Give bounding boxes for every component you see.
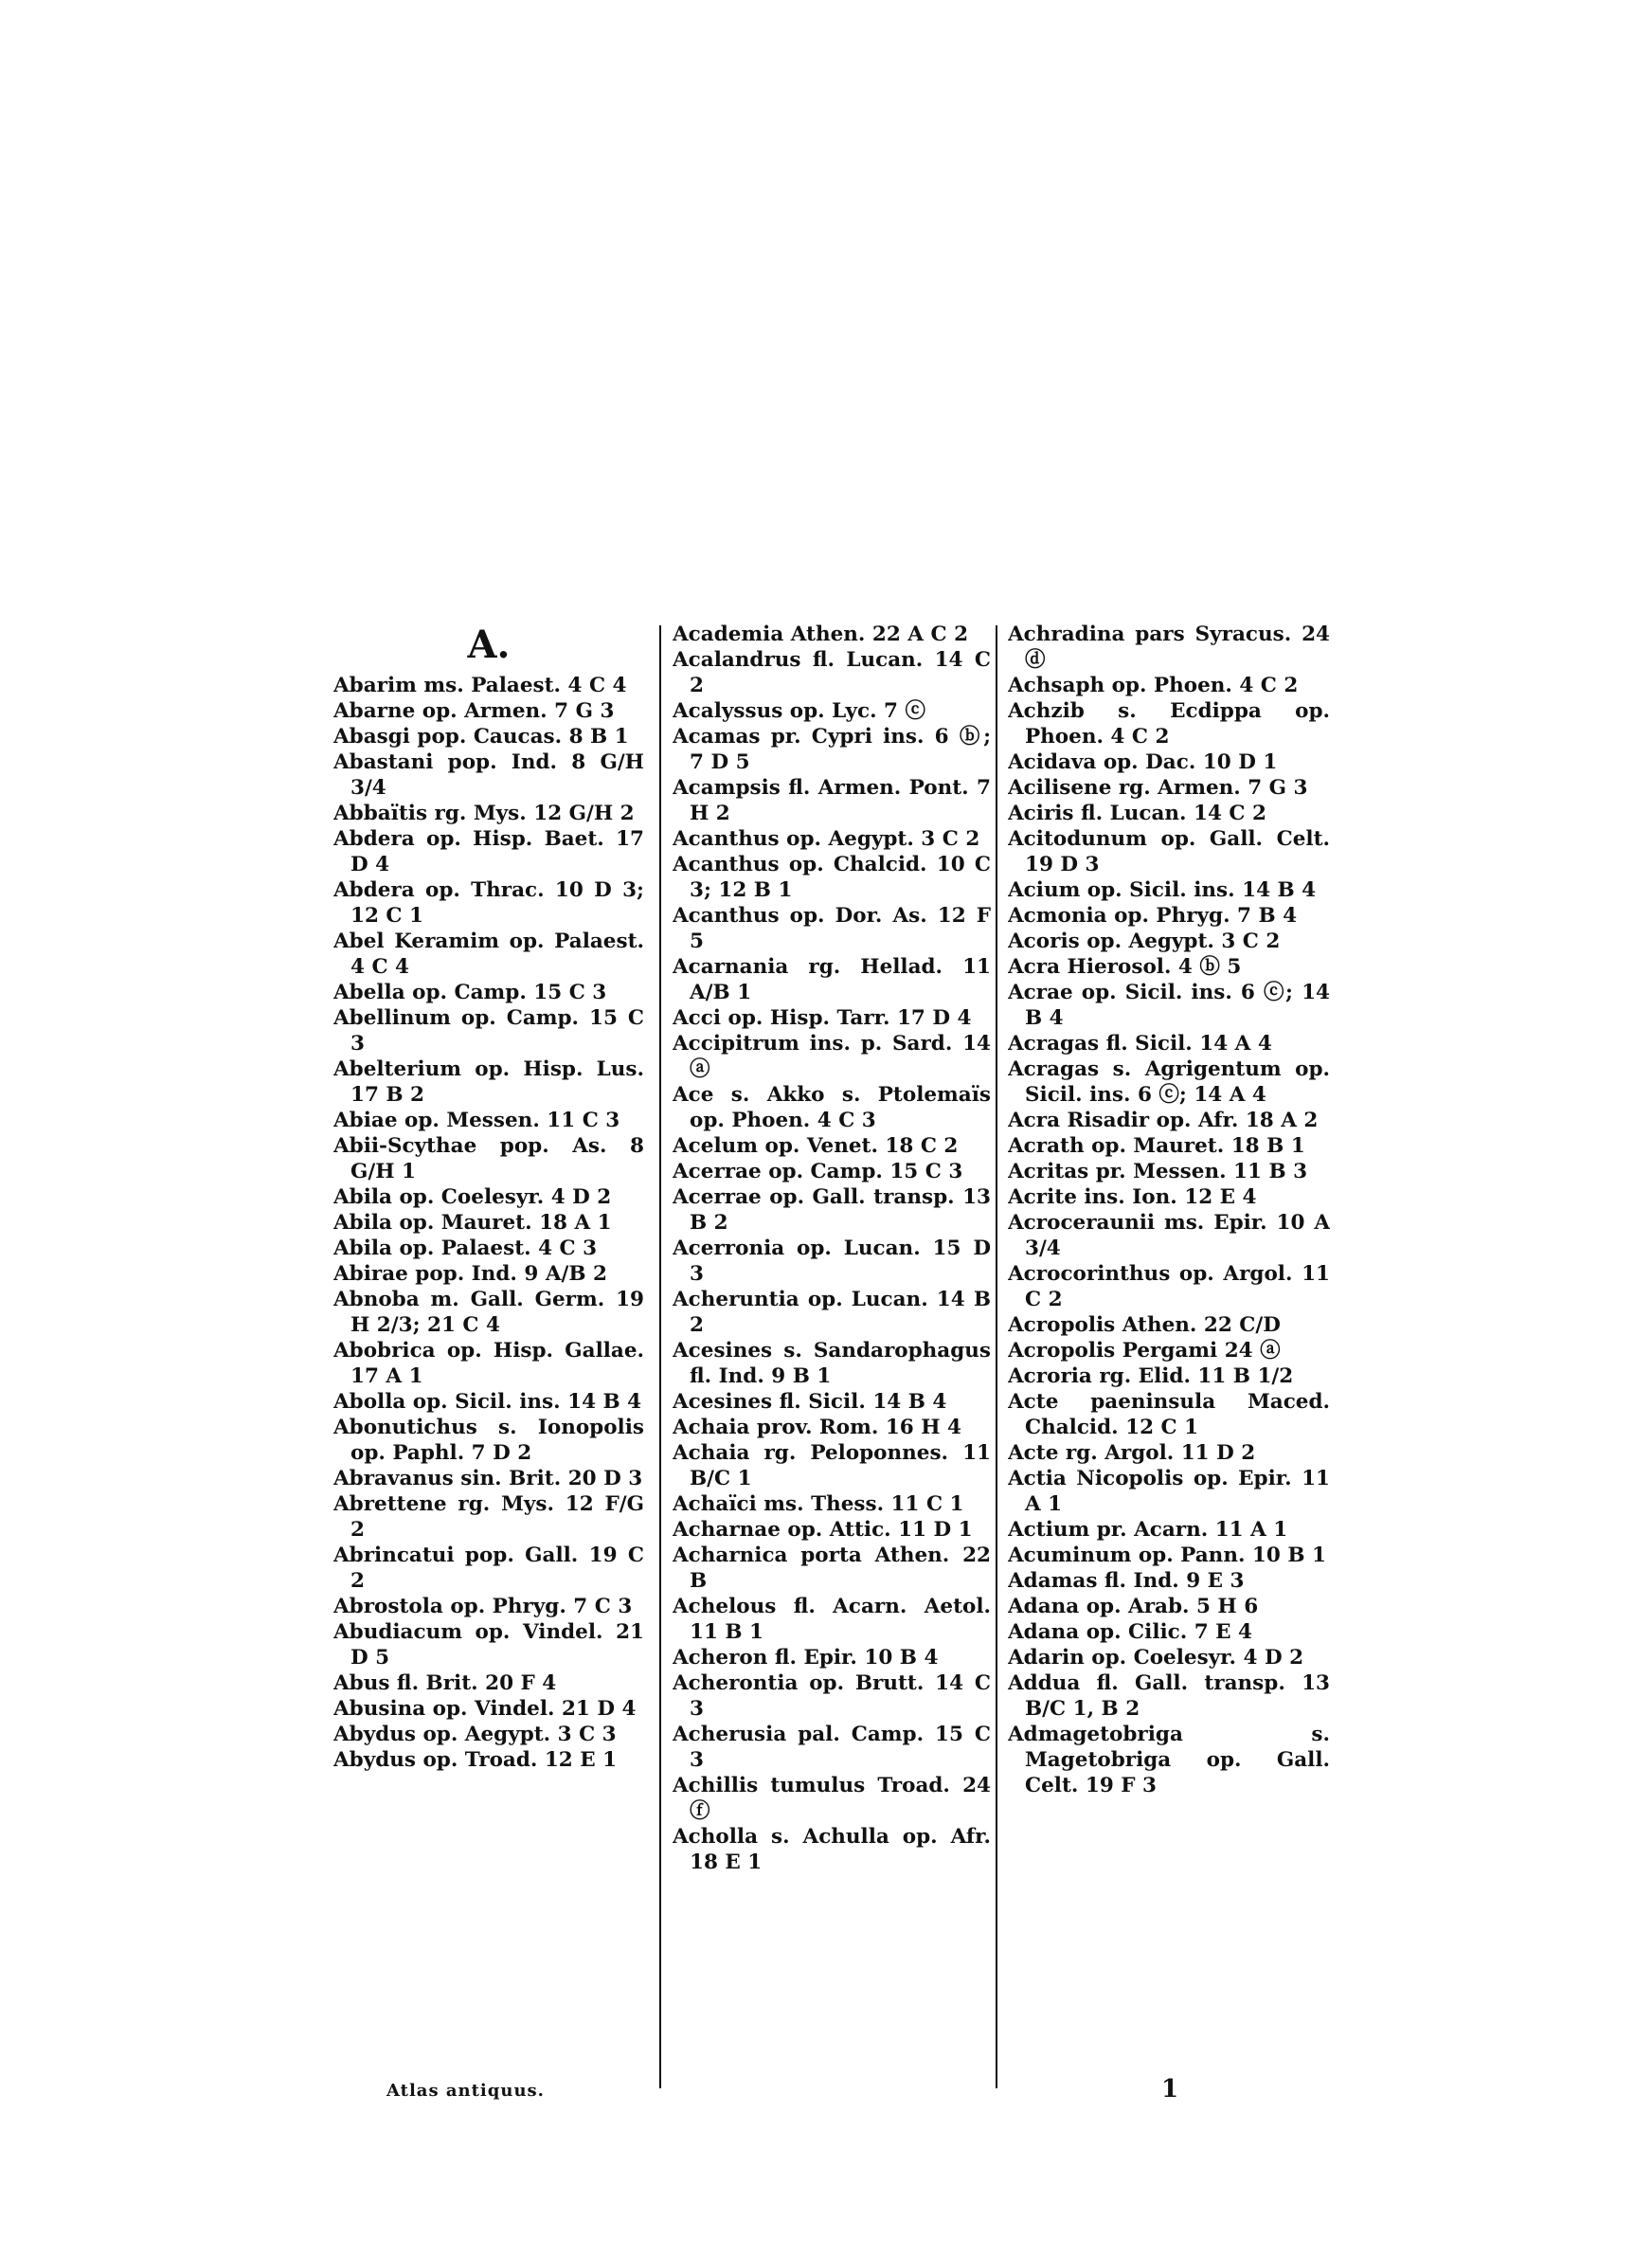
index-entry: Acium op. Sicil. ins. 14 B 4 xyxy=(1008,878,1317,902)
index-entry: Achzib s. Ecdippa op. Phoen. 4 C 2 xyxy=(1008,699,1330,749)
index-entry: Addua fl. Gall. transp. 13 B/C 1, B 2 xyxy=(1008,1671,1330,1721)
index-entry: Acelum op. Venet. 18 C 2 xyxy=(673,1134,959,1158)
index-entry: Acte paeninsula Maced. Chalcid. 12 C 1 xyxy=(1008,1390,1330,1439)
index-entry: Acalyssus op. Lyc. 7 ⓒ xyxy=(673,699,925,723)
index-entry: Acmonia op. Phryg. 7 B 4 xyxy=(1008,904,1298,928)
index-entry: Acra Hierosol. 4 ⓑ 5 xyxy=(1008,955,1242,979)
index-entry: Acheruntia op. Lucan. 14 B 2 xyxy=(673,1288,991,1337)
column-divider xyxy=(996,625,997,2088)
index-entry: Acroceraunii ms. Epir. 10 A 3/4 xyxy=(1008,1211,1330,1260)
index-entry: Abelterium op. Hisp. Lus. 17 B 2 xyxy=(333,1057,644,1107)
index-entry: Acerrae op. Camp. 15 C 3 xyxy=(673,1160,963,1183)
index-entry: Abbaïtis rg. Mys. 12 G/H 2 xyxy=(333,802,635,825)
index-entry: Abarne op. Armen. 7 G 3 xyxy=(333,699,615,723)
index-entry: Achelous fl. Acarn. Aetol. 11 B 1 xyxy=(673,1595,991,1644)
index-entry: Abiae op. Messen. 11 C 3 xyxy=(333,1109,620,1132)
index-entry: Acanthus op. Dor. As. 12 F 5 xyxy=(673,904,991,953)
index-column-1 xyxy=(333,622,644,2096)
index-entry: Abila op. Mauret. 18 A 1 xyxy=(333,1211,612,1235)
index-entry: Admagetobriga s. Magetobriga op. Gall. Celt. 19 F 3 xyxy=(1008,1723,1330,1797)
index-entry: Acalandrus fl. Lucan. 14 C 2 xyxy=(673,648,991,697)
index-entry: Acamas pr. Cypri ins. 6 ⓑ; 7 D 5 xyxy=(673,725,991,774)
index-entry: Abdera op. Hisp. Baet. 17 D 4 xyxy=(333,827,644,876)
index-entry: Acerrae op. Gall. transp. 13 B 2 xyxy=(673,1185,991,1235)
index-entry: Acharnica porta Athen. 22 B xyxy=(673,1544,991,1593)
index-entry: Acilisene rg. Armen. 7 G 3 xyxy=(1008,776,1308,800)
index-entry: Abarim ms. Palaest. 4 C 4 xyxy=(333,674,627,697)
index-entry: Acanthus op. Aegypt. 3 C 2 xyxy=(673,827,980,851)
index-entry: Acherusia pal. Camp. 15 C 3 xyxy=(673,1723,991,1772)
index-entry: Acoris op. Aegypt. 3 C 2 xyxy=(1008,930,1281,953)
index-entry: Abellinum op. Camp. 15 C 3 xyxy=(333,1006,644,1056)
index-entry: Acra Risadir op. Afr. 18 A 2 xyxy=(1008,1109,1319,1132)
index-entry: Achaïci ms. Thess. 11 C 1 xyxy=(673,1492,964,1516)
index-entry: Acte rg. Argol. 11 D 2 xyxy=(1008,1441,1256,1465)
index-entry: Adana op. Cilic. 7 E 4 xyxy=(1008,1620,1252,1644)
index-column-2 xyxy=(673,622,991,2096)
index-entry: Abrostola op. Phryg. 7 C 3 xyxy=(333,1595,633,1618)
index-entry: Abolla op. Sicil. ins. 14 B 4 xyxy=(333,1390,642,1414)
index-entry: Achaia rg. Peloponnes. 11 B/C 1 xyxy=(673,1441,991,1490)
index-column-3 xyxy=(1008,622,1330,2096)
index-entry: Abdera op. Thrac. 10 D 3; 12 C 1 xyxy=(333,878,644,928)
index-entry: Acholla s. Achulla op. Afr. 18 E 1 xyxy=(673,1825,991,1874)
index-entry: Abydus op. Aegypt. 3 C 3 xyxy=(333,1723,617,1746)
index-entry: Abobrica op. Hisp. Gallae. 17 A 1 xyxy=(333,1339,644,1388)
index-entry: Abila op. Coelesyr. 4 D 2 xyxy=(333,1185,612,1209)
index-entry: Acarnania rg. Hellad. 11 A/B 1 xyxy=(673,955,991,1004)
index-entry: Achsaph op. Phoen. 4 C 2 xyxy=(1008,674,1299,697)
index-entry: Abrettene rg. Mys. 12 F/G 2 xyxy=(333,1492,644,1542)
index-entry: Achaia prov. Rom. 16 H 4 xyxy=(673,1416,962,1439)
index-entry: Acritas pr. Messen. 11 B 3 xyxy=(1008,1160,1308,1183)
index-entry: Acrae op. Sicil. ins. 6 ⓒ; 14 B 4 xyxy=(1008,981,1330,1030)
index-entry: Adamas fl. Ind. 9 E 3 xyxy=(1008,1569,1245,1593)
index-entry: Abravanus sin. Brit. 20 D 3 xyxy=(333,1467,643,1490)
index-entry: Acherontia op. Brutt. 14 C 3 xyxy=(673,1671,991,1721)
index-entry: Abus fl. Brit. 20 F 4 xyxy=(333,1671,557,1695)
index-entry: Abasgi pop. Caucas. 8 B 1 xyxy=(333,725,629,749)
index-entry: Acragas s. Agrigentum op. Sicil. ins. 6 ⓒ; 14 A 4 xyxy=(1008,1057,1330,1107)
index-entry: Acidava op. Dac. 10 D 1 xyxy=(1008,750,1278,774)
index-entry: Actium pr. Acarn. 11 A 1 xyxy=(1008,1518,1288,1542)
index-entry: Acerronia op. Lucan. 15 D 3 xyxy=(673,1237,991,1286)
index-entry: Adarin op. Coelesyr. 4 D 2 xyxy=(1008,1646,1304,1670)
index-entry: Abusina op. Vindel. 21 D 4 xyxy=(333,1697,637,1721)
index-entry: Accipitrum ins. p. Sard. 14 ⓐ xyxy=(673,1032,991,1081)
index-entry: Acheron fl. Epir. 10 B 4 xyxy=(673,1646,939,1670)
index-entry: Acesines s. Sandarophagus fl. Ind. 9 B 1 xyxy=(673,1339,991,1388)
index-entry: Acuminum op. Pann. 10 B 1 xyxy=(1008,1544,1326,1567)
index-entry: Achillis tumulus Troad. 24 ⓕ xyxy=(673,1774,991,1823)
column-divider xyxy=(659,625,661,2088)
index-entry: Acrocorinthus op. Argol. 11 C 2 xyxy=(1008,1262,1330,1311)
index-entry: Abudiacum op. Vindel. 21 D 5 xyxy=(333,1620,644,1670)
index-entry: Acropolis Athen. 22 C/D xyxy=(1008,1313,1281,1337)
atlas-title-footer: Atlas antiquus. xyxy=(386,2081,545,2101)
index-entry: Acroria rg. Elid. 11 B 1/2 xyxy=(1008,1364,1294,1388)
index-entry: Abii-Scythae pop. As. 8 G/H 1 xyxy=(333,1134,644,1183)
index-entry: Actia Nicopolis op. Epir. 11 A 1 xyxy=(1008,1467,1330,1516)
index-entry: Abrincatui pop. Gall. 19 C 2 xyxy=(333,1544,644,1593)
index-entry: Abnoba m. Gall. Germ. 19 H 2/3; 21 C 4 xyxy=(333,1288,644,1337)
section-letter: A. xyxy=(467,623,511,667)
index-entry: Acci op. Hisp. Tarr. 17 D 4 xyxy=(673,1006,972,1030)
index-entry: Acropolis Pergami 24 ⓐ xyxy=(1008,1339,1281,1363)
index-entry: Acesines fl. Sicil. 14 B 4 xyxy=(673,1390,947,1414)
index-entry: Acitodunum op. Gall. Celt. 19 D 3 xyxy=(1008,827,1330,876)
index-entry: Abonutichus s. Ionopolis op. Paphl. 7 D 2 xyxy=(333,1416,644,1465)
index-entry: Abydus op. Troad. 12 E 1 xyxy=(333,1748,618,1772)
index-entry: Abila op. Palaest. 4 C 3 xyxy=(333,1237,598,1260)
index-entry: Acharnae op. Attic. 11 D 1 xyxy=(673,1518,973,1542)
index-entry: Acrath op. Mauret. 18 B 1 xyxy=(1008,1134,1305,1158)
index-entry: Academia Athen. 22 A C 2 xyxy=(673,623,969,646)
index-entry: Achradina pars Syracus. 24 ⓓ xyxy=(1008,623,1330,672)
page-number: 1 xyxy=(1161,2075,1179,2104)
index-entry: Acragas fl. Sicil. 14 A 4 xyxy=(1008,1032,1272,1056)
index-entry: Acanthus op. Chalcid. 10 C 3; 12 B 1 xyxy=(673,853,991,902)
index-entry: Abastani pop. Ind. 8 G/H 3/4 xyxy=(333,750,644,800)
index-entry: Aciris fl. Lucan. 14 C 2 xyxy=(1008,802,1266,825)
index-entry: Abel Keramim op. Palaest. 4 C 4 xyxy=(333,930,644,979)
index-entry: Abirae pop. Ind. 9 A/B 2 xyxy=(333,1262,607,1286)
index-entry: Abella op. Camp. 15 C 3 xyxy=(333,981,607,1004)
index-entry: Acampsis fl. Armen. Pont. 7 H 2 xyxy=(673,776,991,825)
index-entry: Ace s. Akko s. Ptolemaïs op. Phoen. 4 C 3 xyxy=(673,1083,991,1132)
index-entry: Acrite ins. Ion. 12 E 4 xyxy=(1008,1185,1257,1209)
index-entry: Adana op. Arab. 5 H 6 xyxy=(1008,1595,1259,1618)
